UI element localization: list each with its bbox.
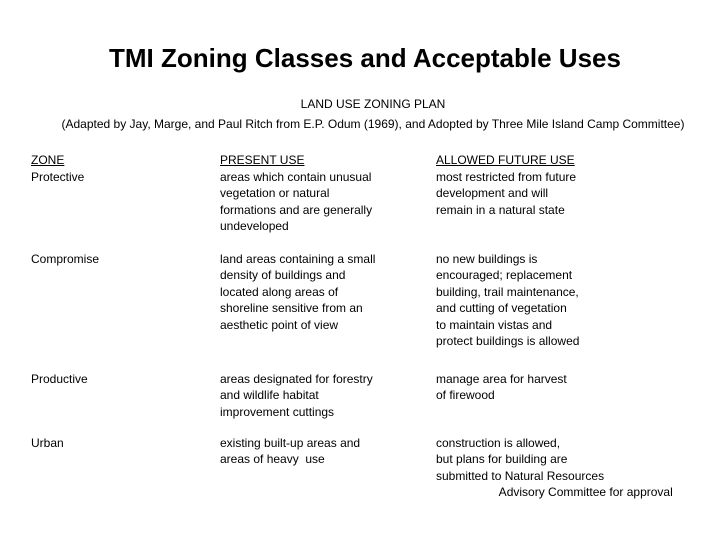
text-line: Advisory Committee for approval bbox=[436, 485, 673, 500]
text-line: areas of heavy use bbox=[220, 452, 325, 467]
text-line: aesthetic point of view bbox=[220, 317, 339, 332]
header-present-use: PRESENT USE bbox=[220, 153, 305, 167]
header-allowed-future-use: ALLOWED FUTURE USE bbox=[436, 153, 575, 167]
text-line: land areas containing a small bbox=[220, 252, 376, 266]
page-title: TMI Zoning Classes and Acceptable Uses bbox=[109, 43, 621, 73]
text-line: areas which contain unusual bbox=[220, 170, 372, 184]
text-line: and cutting of vegetation bbox=[436, 301, 567, 316]
text-line: most restricted from future bbox=[436, 170, 577, 184]
text-line: no new buildings is bbox=[436, 252, 538, 266]
zone-name: Urban bbox=[31, 436, 64, 450]
text-line: development and will bbox=[436, 186, 549, 201]
text-line: building, trail maintenance, bbox=[436, 284, 579, 299]
text-line: density of buildings and bbox=[220, 268, 346, 283]
text-line: located along areas of bbox=[220, 284, 339, 299]
text-line: shoreline sensitive from an bbox=[220, 301, 363, 316]
text-line: manage area for harvest bbox=[436, 372, 567, 386]
text-line: improvement cuttings bbox=[220, 404, 335, 419]
text-line: and wildlife habitat bbox=[220, 388, 319, 403]
text-line: vegetation or natural bbox=[220, 186, 330, 201]
text-line: submitted to Natural Resources bbox=[436, 468, 605, 483]
allowed-future-use bbox=[436, 435, 673, 501]
allowed-future-use bbox=[436, 371, 567, 404]
present-use bbox=[220, 435, 360, 468]
text-line: encouraged; replacement bbox=[436, 268, 573, 283]
text-line: but plans for building are bbox=[436, 452, 568, 467]
allowed-future-use bbox=[436, 251, 579, 349]
text-line: areas designated for forestry bbox=[220, 372, 373, 386]
attribution: (Adapted by Jay, Marge, and Paul Ritch from E.P. Odum (1969), and Adopted by Three Mile Island Camp Committee) bbox=[61, 117, 685, 131]
zone-name: Protective bbox=[31, 170, 85, 184]
text-line: construction is allowed, bbox=[436, 436, 561, 450]
text-line: undeveloped bbox=[220, 219, 289, 234]
zone-name: Compromise bbox=[31, 252, 100, 266]
present-use bbox=[220, 371, 373, 420]
zone-name: Productive bbox=[31, 372, 88, 386]
text-line: to maintain vistas and bbox=[436, 317, 553, 332]
allowed-future-use bbox=[436, 169, 576, 218]
text-line: remain in a natural state bbox=[436, 202, 565, 217]
present-use bbox=[220, 251, 375, 333]
present-use bbox=[220, 169, 372, 235]
text-line: formations and are generally bbox=[220, 202, 373, 217]
header-zone: ZONE bbox=[31, 153, 65, 167]
plan-subtitle: LAND USE ZONING PLAN bbox=[300, 97, 446, 111]
text-line: existing built-up areas and bbox=[220, 436, 361, 450]
text-line: protect buildings is allowed bbox=[436, 333, 580, 348]
text-line: of firewood bbox=[436, 388, 495, 403]
